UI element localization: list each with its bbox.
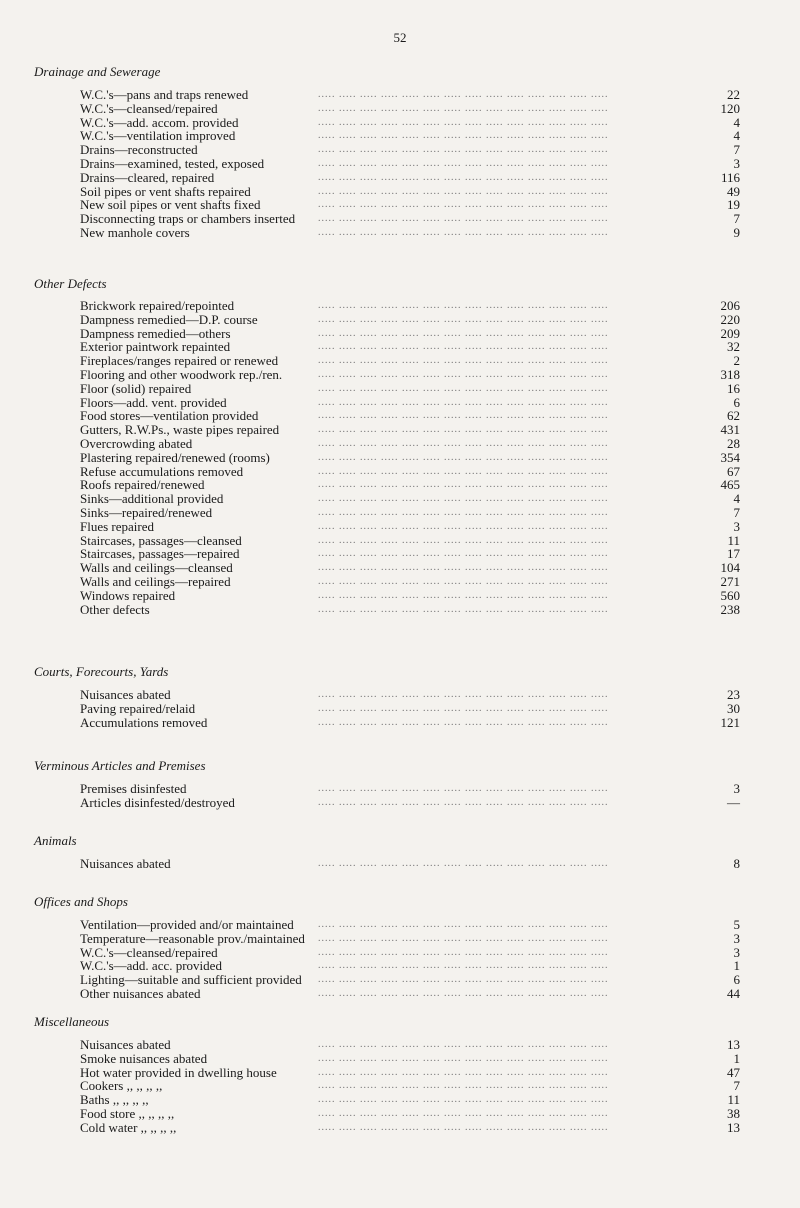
row-value: 6 [733,972,740,988]
row-value: 32 [727,339,740,355]
dot-leaders: ..... ..... ..... ..... ..... ..... ..... ..... ..... ..... ..... ..... ..... ..... [318,534,609,546]
row-label: W.C.'s—add. accom. provided [80,114,239,130]
row-value: 44 [727,985,740,1001]
dot-leaders: ..... ..... ..... ..... ..... ..... ..... ..... ..... ..... ..... ..... ..... ..... [318,368,609,380]
table-row [0,437,800,451]
row-value: 431 [720,422,740,438]
dot-leaders: ..... ..... ..... ..... ..... ..... ..... ..... ..... ..... ..... ..... ..... ..... [318,974,609,986]
table-row [0,1066,800,1080]
row-label: Nuisances abated [80,1037,171,1052]
section-rows [0,1038,800,1135]
dot-leaders: ..... ..... ..... ..... ..... ..... ..... ..... ..... ..... ..... ..... ..... ..... [318,575,609,587]
table-row [0,534,800,548]
dot-leaders: ..... ..... ..... ..... ..... ..... ..... ..... ..... ..... ..... ..... ..... ..... [318,341,609,353]
dot-leaders: ..... ..... ..... ..... ..... ..... ..... ..... ..... ..... ..... ..... ..... ..... [318,858,609,869]
table-row [0,423,800,437]
section-title: Animals [34,833,77,848]
table-row [0,688,800,702]
row-value: 4 [733,114,740,130]
row-value: 7 [733,211,740,227]
row-label: Drains—cleared, repaired [80,169,215,185]
row-label: W.C.'s—cleansed/repaired [80,100,218,116]
dot-leaders: ..... ..... ..... ..... ..... ..... ..... ..... ..... ..... ..... ..... ..... ..... [318,226,609,238]
table-row [0,212,800,226]
row-value: 560 [720,587,740,603]
row-value: 28 [727,435,740,451]
row-label: Dampness remedied—others [80,325,231,341]
row-label: Lighting—suitable and sufficient provided [80,972,302,988]
dot-leaders: ..... ..... ..... ..... ..... ..... ..... ..... ..... ..... ..... ..... ..... ..... [318,355,609,367]
section-title: Miscellaneous [34,1014,110,1029]
dot-leaders: ..... ..... ..... ..... ..... ..... ..... ..... ..... ..... ..... ..... ..... ..... [318,465,609,477]
row-label: Articles disinfested/destroyed [80,794,235,810]
row-value: 3 [733,944,740,960]
section-title: Other Defects [34,276,107,291]
page-number: 52 [393,30,407,45]
table-row [0,409,800,423]
row-label: Fireplaces/ranges repaired or renewed [80,353,279,369]
dot-leaders: ..... ..... ..... ..... ..... ..... ..... ..... ..... ..... ..... ..... ..... ..... [318,185,609,197]
row-value: 5 [733,917,740,932]
dot-leaders: ..... ..... ..... ..... ..... ..... ..... ..... ..... ..... ..... ..... ..... ..... [318,506,609,518]
section-title: Verminous Articles and Premises [34,758,206,773]
row-value: 1 [733,958,740,974]
table-row [0,327,800,341]
row-label: Drains—reconstructed [80,142,198,158]
dot-leaders: ..... ..... ..... ..... ..... ..... ..... ..... ..... ..... ..... ..... ..... ..... [318,689,609,700]
row-label: Nuisances abated [80,856,171,871]
row-label: W.C.'s—ventilation improved [80,128,236,144]
table-row [0,116,800,130]
row-value: 3 [733,518,740,534]
row-label: New soil pipes or vent shafts fixed [80,197,261,213]
dot-leaders: ..... ..... ..... ..... ..... ..... ..... ..... ..... ..... ..... ..... ..... ..... [318,1066,609,1078]
dot-leaders: ..... ..... ..... ..... ..... ..... ..... ..... ..... ..... ..... ..... ..... ..... [318,144,609,156]
table-row [0,1079,800,1093]
table-row [0,782,800,796]
dot-leaders: ..... ..... ..... ..... ..... ..... ..... ..... ..... ..... ..... ..... ..... ..... [318,437,609,449]
dot-leaders: ..... ..... ..... ..... ..... ..... ..... ..... ..... ..... ..... ..... ..... ..... [318,548,609,560]
row-value: 8 [733,856,740,871]
row-label: Nuisances abated [80,687,171,702]
table-row [0,492,800,506]
row-value: 67 [727,463,740,479]
table-row [0,478,800,492]
dot-leaders: ..... ..... ..... ..... ..... ..... ..... ..... ..... ..... ..... ..... ..... ..... [318,1039,609,1050]
row-value: 62 [727,408,740,424]
table-row [0,226,800,240]
dot-leaders: ..... ..... ..... ..... ..... ..... ..... ..... ..... ..... ..... ..... ..... ..... [318,213,609,225]
dot-leaders: ..... ..... ..... ..... ..... ..... ..... ..... ..... ..... ..... ..... ..... ..... [318,313,609,325]
section-rows [0,782,800,810]
row-value: 121 [720,714,740,730]
row-label: Brickwork repaired/repointed [80,298,235,313]
row-value: 3 [733,781,740,796]
table-row [0,129,800,143]
row-value: 209 [720,325,740,341]
dot-leaders: ..... ..... ..... ..... ..... ..... ..... ..... ..... ..... ..... ..... ..... ..... [318,919,609,930]
table-row [0,1038,800,1052]
section-rows [0,918,800,1001]
row-label: Disconnecting traps or chambers inserted [80,211,296,227]
row-label: Flooring and other woodwork rep./ren. [80,366,283,382]
dot-leaders: ..... ..... ..... ..... ..... ..... ..... ..... ..... ..... ..... ..... ..... ..... [318,796,609,808]
table-row [0,396,800,410]
row-label: New manhole covers [80,224,190,240]
section-rows [0,857,800,871]
row-value: 2 [733,353,740,369]
row-label: Gutters, R.W.Ps., waste pipes repaired [80,422,280,438]
dot-leaders: ..... ..... ..... ..... ..... ..... ..... ..... ..... ..... ..... ..... ..... ..... [318,410,609,422]
table-row [0,987,800,1001]
table-row [0,171,800,185]
row-label: Flues repaired [80,518,155,534]
section-rows [0,688,800,729]
row-value: 7 [733,1078,740,1094]
row-value: 4 [733,491,740,507]
row-label: Refuse accumulations removed [80,463,244,479]
row-label: Food store ,, ,, ,, ,, [80,1105,175,1121]
row-label: Exterior paintwork repainted [80,339,231,355]
row-label: Accumulations removed [80,714,208,730]
row-label: Hot water provided in dwelling house [80,1064,277,1080]
row-label: W.C.'s—cleansed/repaired [80,944,218,960]
dot-leaders: ..... ..... ..... ..... ..... ..... ..... ..... ..... ..... ..... ..... ..... ..... [318,932,609,944]
table-row [0,313,800,327]
dot-leaders: ..... ..... ..... ..... ..... ..... ..... ..... ..... ..... ..... ..... ..... ..... [318,1107,609,1119]
row-label: Other nuisances abated [80,985,201,1001]
dot-leaders: ..... ..... ..... ..... ..... ..... ..... ..... ..... ..... ..... ..... ..... ..... [318,562,609,574]
dot-leaders: ..... ..... ..... ..... ..... ..... ..... ..... ..... ..... ..... ..... ..... ..... [318,171,609,183]
row-value: 3 [733,930,740,946]
row-label: Smoke nuisances abated [80,1050,208,1066]
table-row [0,959,800,973]
row-label: Drains—examined, tested, exposed [80,155,265,171]
table-row [0,520,800,534]
dot-leaders: ..... ..... ..... ..... ..... ..... ..... ..... ..... ..... ..... ..... ..... ..... [318,520,609,532]
row-label: W.C.'s—pans and traps renewed [80,87,249,102]
row-label: Soil pipes or vent shafts repaired [80,183,251,199]
dot-leaders: ..... ..... ..... ..... ..... ..... ..... ..... ..... ..... ..... ..... ..... ..... [318,702,609,714]
table-row [0,857,800,871]
row-value: 206 [720,298,740,313]
table-row [0,589,800,603]
table-row [0,561,800,575]
row-value: 104 [720,560,740,576]
row-value: 19 [727,197,740,213]
row-label: W.C.'s—add. acc. provided [80,958,222,974]
row-value: 11 [727,1092,740,1108]
row-value: — [727,794,740,810]
table-row [0,506,800,520]
row-value: 11 [727,532,740,548]
row-value: 16 [727,380,740,396]
table-row [0,932,800,946]
row-value: 220 [720,311,740,327]
row-value: 318 [720,366,740,382]
dot-leaders: ..... ..... ..... ..... ..... ..... ..... ..... ..... ..... ..... ..... ..... ..... [318,327,609,339]
dot-leaders: ..... ..... ..... ..... ..... ..... ..... ..... ..... ..... ..... ..... ..... ..... [318,424,609,436]
row-label: Staircases, passages—repaired [80,546,240,562]
dot-leaders: ..... ..... ..... ..... ..... ..... ..... ..... ..... ..... ..... ..... ..... ..... [318,116,609,128]
table-row [0,465,800,479]
row-value: 49 [727,183,740,199]
table-row [0,918,800,932]
row-label: Staircases, passages—cleansed [80,532,242,548]
row-value: 116 [720,169,740,185]
table-row [0,1052,800,1066]
table-row [0,603,800,617]
row-label: Other defects [80,601,150,617]
row-label: Sinks—additional provided [80,491,224,507]
table-row [0,185,800,199]
row-value: 13 [727,1037,740,1052]
row-label: Baths ,, ,, ,, ,, [80,1092,149,1108]
dot-leaders: ..... ..... ..... ..... ..... ..... ..... ..... ..... ..... ..... ..... ..... ..... [318,157,609,169]
dot-leaders: ..... ..... ..... ..... ..... ..... ..... ..... ..... ..... ..... ..... ..... ..... [318,493,609,505]
table-row [0,1093,800,1107]
row-label: Ventilation—provided and/or maintained [80,917,294,932]
dot-leaders: ..... ..... ..... ..... ..... ..... ..... ..... ..... ..... ..... ..... ..... ..... [318,451,609,463]
row-label: Temperature—reasonable prov./maintained [80,930,305,946]
dot-leaders: ..... ..... ..... ..... ..... ..... ..... ..... ..... ..... ..... ..... ..... ..... [318,102,609,114]
dot-leaders: ..... ..... ..... ..... ..... ..... ..... ..... ..... ..... ..... ..... ..... ..... [318,130,609,142]
row-value: 22 [727,87,740,102]
row-value: 9 [733,224,740,240]
dot-leaders: ..... ..... ..... ..... ..... ..... ..... ..... ..... ..... ..... ..... ..... ..... [318,1094,609,1106]
row-label: Cookers ,, ,, ,, ,, [80,1078,163,1094]
dot-leaders: ..... ..... ..... ..... ..... ..... ..... ..... ..... ..... ..... ..... ..... ..... [318,199,609,211]
table-row [0,143,800,157]
table-row [0,575,800,589]
row-label: Walls and ceilings—repaired [80,573,231,589]
dot-leaders: ..... ..... ..... ..... ..... ..... ..... ..... ..... ..... ..... ..... ..... ..... [318,382,609,394]
row-label: Walls and ceilings—cleansed [80,560,233,576]
row-value: 465 [720,477,740,493]
table-row [0,547,800,561]
dot-leaders: ..... ..... ..... ..... ..... ..... ..... ..... ..... ..... ..... ..... ..... ..... [318,603,609,615]
section-title: Offices and Shops [34,894,128,909]
table-row [0,702,800,716]
row-label: Roofs repaired/renewed [80,477,205,493]
table-row [0,973,800,987]
row-value: 23 [727,687,740,702]
table-row [0,368,800,382]
dot-leaders: ..... ..... ..... ..... ..... ..... ..... ..... ..... ..... ..... ..... ..... ..... [318,1052,609,1064]
dot-leaders: ..... ..... ..... ..... ..... ..... ..... ..... ..... ..... ..... ..... ..... ..... [318,987,609,999]
section-rows [0,299,800,616]
section-title: Courts, Forecourts, Yards [34,664,169,679]
row-value: 271 [720,573,740,589]
table-row [0,198,800,212]
row-value: 6 [733,394,740,410]
row-label: Windows repaired [80,587,176,603]
table-row [0,354,800,368]
dot-leaders: ..... ..... ..... ..... ..... ..... ..... ..... ..... ..... ..... ..... ..... ..... [318,1080,609,1092]
row-value: 7 [733,504,740,520]
table-row [0,299,800,313]
dot-leaders: ..... ..... ..... ..... ..... ..... ..... ..... ..... ..... ..... ..... ..... ..... [318,783,609,794]
table-row [0,382,800,396]
dot-leaders: ..... ..... ..... ..... ..... ..... ..... ..... ..... ..... ..... ..... ..... ..... [318,479,609,491]
dot-leaders: ..... ..... ..... ..... ..... ..... ..... ..... ..... ..... ..... ..... ..... ..... [318,89,609,100]
dot-leaders: ..... ..... ..... ..... ..... ..... ..... ..... ..... ..... ..... ..... ..... ..... [318,960,609,972]
row-value: 13 [727,1119,740,1135]
table-row [0,716,800,730]
row-value: 238 [720,601,740,617]
row-label: Paving repaired/relaid [80,700,196,716]
row-value: 354 [720,449,740,465]
dot-leaders: ..... ..... ..... ..... ..... ..... ..... ..... ..... ..... ..... ..... ..... ..... [318,946,609,958]
table-row [0,451,800,465]
dot-leaders: ..... ..... ..... ..... ..... ..... ..... ..... ..... ..... ..... ..... ..... ..... [318,716,609,728]
row-label: Sinks—repaired/renewed [80,504,213,520]
row-value: 47 [727,1064,740,1080]
row-label: Dampness remedied—D.P. course [80,311,258,327]
row-value: 7 [733,142,740,158]
table-row [0,340,800,354]
row-value: 3 [733,155,740,171]
dot-leaders: ..... ..... ..... ..... ..... ..... ..... ..... ..... ..... ..... ..... ..... ..... [318,396,609,408]
row-label: Overcrowding abated [80,435,193,451]
row-value: 1 [733,1050,740,1066]
row-value: 30 [727,700,740,716]
row-label: Cold water ,, ,, ,, ,, [80,1119,177,1135]
row-value: 120 [720,100,740,116]
table-row [0,1121,800,1135]
row-label: Floors—add. vent. provided [80,394,227,410]
section-rows [0,88,800,240]
table-row [0,88,800,102]
row-value: 4 [733,128,740,144]
table-row [0,157,800,171]
row-label: Premises disinfested [80,781,187,796]
dot-leaders: ..... ..... ..... ..... ..... ..... ..... ..... ..... ..... ..... ..... ..... ..... [318,589,609,601]
row-value: 17 [727,546,740,562]
section-title: Drainage and Sewerage [34,64,161,79]
table-row [0,796,800,810]
row-label: Floor (solid) repaired [80,380,192,396]
dot-leaders: ..... ..... ..... ..... ..... ..... ..... ..... ..... ..... ..... ..... ..... ..... [318,1121,609,1133]
row-value: 38 [727,1105,740,1121]
table-row [0,102,800,116]
row-label: Plastering repaired/renewed (rooms) [80,449,270,465]
dot-leaders: ..... ..... ..... ..... ..... ..... ..... ..... ..... ..... ..... ..... ..... ..... [318,300,609,311]
row-label: Food stores—ventilation provided [80,408,259,424]
table-row [0,946,800,960]
table-row [0,1107,800,1121]
